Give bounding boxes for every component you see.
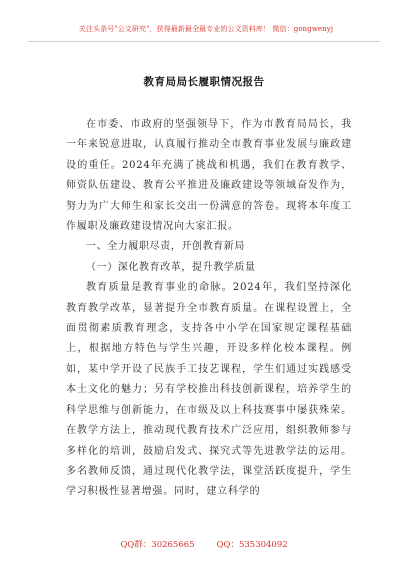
body-paragraph-1: 教育质量是教育事业的命脉。2024年，我们坚持深化教育教学改革，显著提升全市教育质量。在课程设置上，全面贯彻素质教育理念，支持各中小学在国家规定课程基础上，根据地方特色与学生兴趣，开设多样化校本课程。例如，某中学开设了民族手工技艺课程，学生们通过实践感受本土文化的魅力；另有学校推出科技创新课程，培养学生的科学思维与创新能力，在市级及以上科技赛事中屡获殊荣。在教学方法上，推动现代教育技术广泛应用，组织教师参与多样化的培训，鼓励启发式、探究式等先进教学法的运用。多名教师反馈，通过现代化教学法，课堂活跃度提升，学生学习积极性显著增强。同时，建立科学的 [66,282,352,498]
footer-qq-group: QQ群：30265665 [120,540,195,550]
intro-paragraph: 在市委、市政府的坚强领导下，作为市教育局局长，我一年来锐意进取，认真履行推动全市教育事业发展与廉政建设的重任。2024年充满了挑战和机遇，我们在教育教学、师资队伍建设、教育公平推进及廉政建设等领域奋发作为，努力为广大师生和家长交出一份满意的答卷。现将本年度工作履职及廉政建设情况向大家汇报。 [66,119,352,233]
footer-contact [0,538,408,550]
document-body [66,115,352,503]
section-heading-1: 一、全力履职尽责，开创教育新局 [86,241,245,253]
subsection-heading-1: （一）深化教育改革，提升教学质量 [86,261,256,273]
document-title: 教育局局长履职情况报告 [143,76,265,88]
header-divider [28,41,380,42]
footer-qq: QQ：535304092 [216,540,288,550]
header-banner: 关注头条号"公文研究"，获得最新最全最专业的公文资料库！ 微信：gongwenyj [78,25,334,33]
